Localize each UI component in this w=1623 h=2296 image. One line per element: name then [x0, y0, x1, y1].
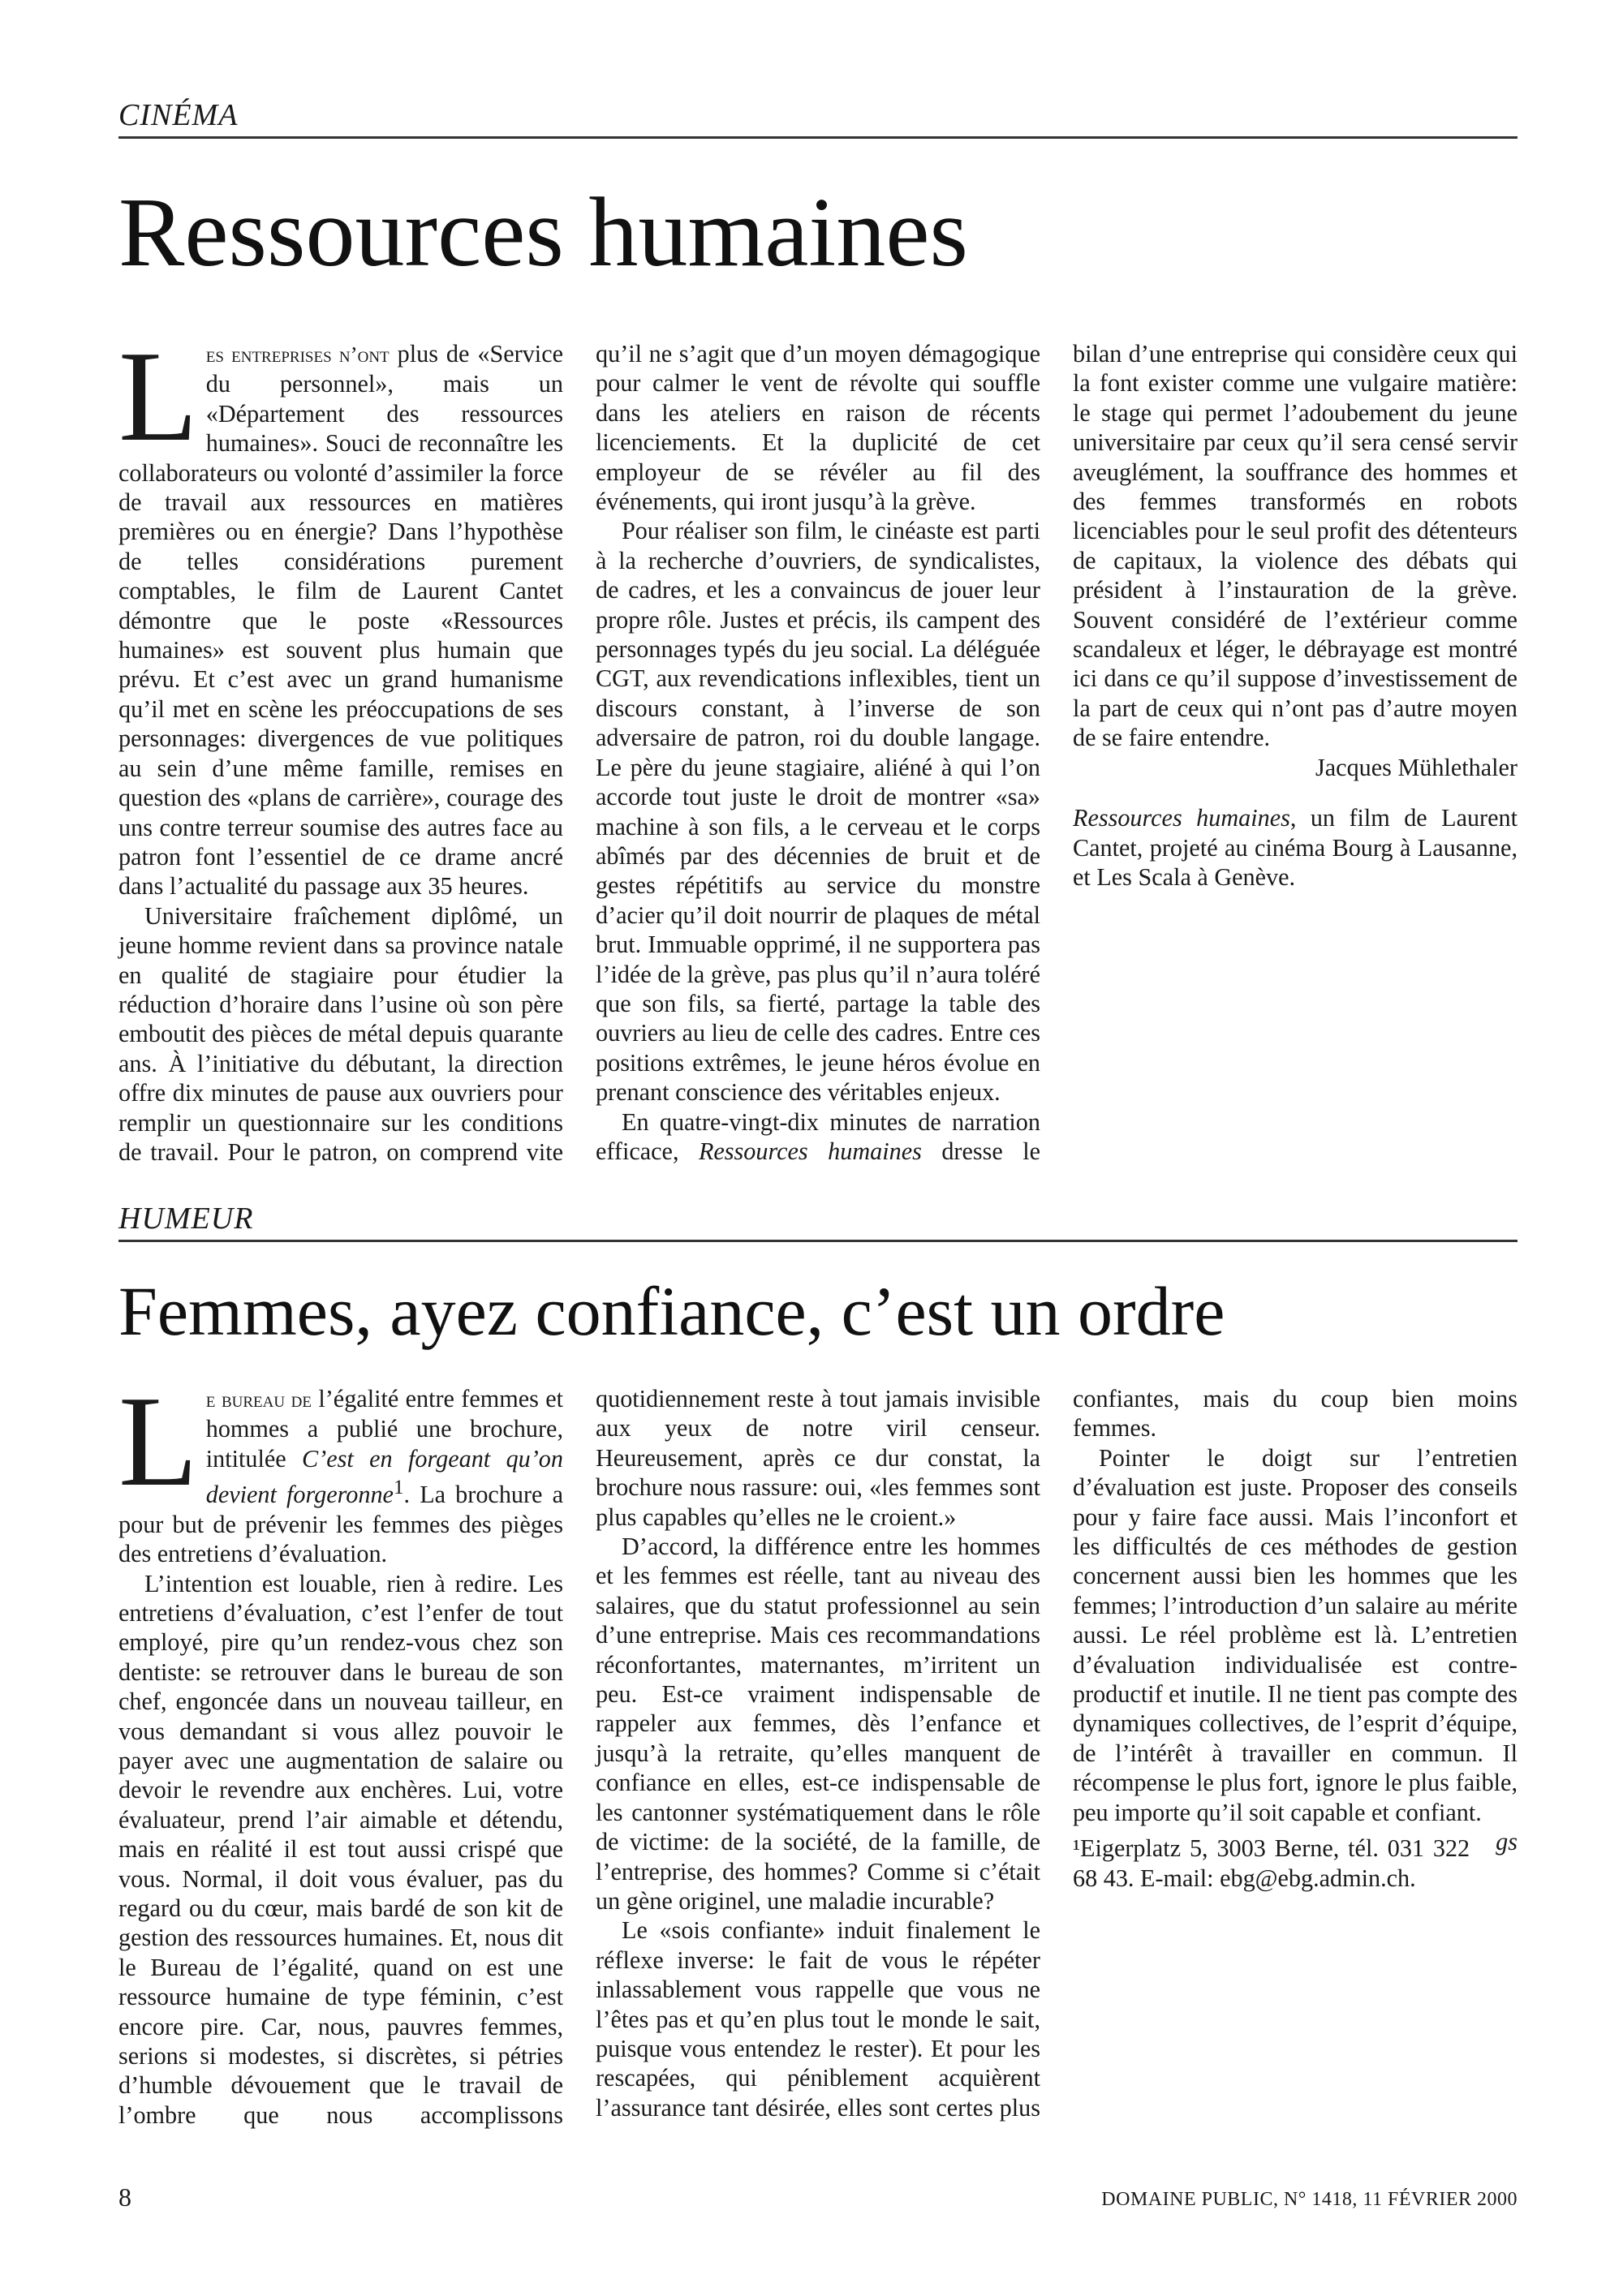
caption-text: , un film de Laurent Cantet, projeté au cinéma Bourg à Lausanne, et Les Scala à Genève. [1073, 804, 1518, 891]
paragraph: Le «sois confiante» induit finalement le réflexe inverse: le fait de vous le répéter inlassablement vous rappelle que vous ne l’êtes pas et qu’en plus tout le monde le sait, puisque vous entendez le rester). Et pour les rescapées, qui péniblement acquièrent l’assurance tant désirée, elles sont certes plus confiantes, mais du coup bien moins femmes. [596, 1385, 1518, 2122]
paragraph [118, 324, 563, 901]
article-body-humeur [118, 1369, 1518, 2139]
section-rubric-humeur: HUMEUR [118, 1201, 1518, 1242]
drop-cap: L [118, 1369, 198, 1513]
paragraph [1073, 1443, 1518, 1856]
brochure-title: C’est en forgeant qu’on devient forgeronne [205, 1444, 563, 1509]
paragraph-text: plus de «Service du personnel», mais un «Département des ressources humaines». Souci de reconnaître les collaborateurs ou volonté d’assimiler la force de travail aux ressources en matières premières ou en énergie? Dans l’hypothèse de telles considérations purement comptables, le film de Laurent Cantet démontre que le poste «Ressources humaines» est souvent plus humain que prévu. Et c’est avec un grand humanisme qu’il met en scène les préoccupations de ses personnages: divergences de vue politiques au sein d’une même famille, remises en question des «plans de carrière», courage des uns contre terreur soumise des autres face au patron font l’essentiel de ce drame ancré dans l’actualité du passage aux 35 heures. [118, 340, 563, 901]
author-signature: Jacques Mühlethaler [1315, 753, 1518, 781]
paragraph-text: Pointer le doigt sur l’entretien d’évaluation est juste. Proposer des conseils pour y faire face aussi. Mais l’inconfort et les difficultés de ces méthodes de gestion concernent aussi bien les hommes que les femmes; l’introduction d’un salaire au mérite aussi. Le réel problème est là. L’entretien d’évaluation individualisée est contre-productif et inutile. Il ne tient pas compte des dynamiques collectives, de l’esprit d’équipe, de l’intérêt à travailler en commun. Il récompense le plus fort, ignore le plus faible, peu importe qu’il soit capable et confiant. [1073, 1443, 1518, 1826]
article-title: Femmes, ayez confiance, c’est un ordre [118, 1272, 1225, 1350]
paragraph: Pour réaliser son film, le cinéaste est parti à la recherche d’ouvriers, de syndicalistes, de cadres, et les a convaincus de jouer leur propre rôle. Justes et précis, ils campent des personnages typés du jeu social. La déléguée CGT, aux revendications inflexibles, tient un discours constant, à l’inverse de son adversaire de patron, roi du double langage. Le père du jeune stagiaire, aliéné à qui l’on accorde tout juste le droit de montrer «sa» machine à son fils, a le cerveau et le corps abîmés par des décennies de bruit et de gestes répétitifs au service du monstre d’acier qu’il doit nourrir de plaques de métal brut. Immuable opprimé, il ne supportera pas l’idée de la grève, pas plus qu’il n’aura toléré que son fils, sa fierté, partage la table des ouvriers au lieu de celle des cadres. Entre ces positions extrêmes, le jeune héros évolue en prenant conscience des véritables enjeux. [596, 517, 1040, 1107]
paragraph [118, 1369, 563, 1569]
film-title: Ressources humaines [698, 1137, 922, 1165]
article-body-cinema [118, 324, 1518, 1168]
author-initials: gs [1496, 1828, 1518, 1856]
drop-cap: L [118, 324, 198, 468]
footnote-marker: 1 [393, 1477, 404, 1499]
paragraph-text: En quatre-vingt-dix minutes de narration efficace, [596, 1107, 1040, 1165]
film-caption [1073, 803, 1518, 892]
section-rubric-cinema: CINÉMA [118, 97, 1518, 139]
paragraph-text: . La brochure a pour but de prévenir les femmes des pièges des entretiens d’évaluation. [118, 1481, 563, 1568]
paragraph: Universitaire fraîchement diplômé, un jeune homme revient dans sa province natale en qualité de stagiaire pour étudier la réduction d’horaire dans l’usine où son père emboutit des pièces de métal depuis quarante ans. À l’initiative du débutant, la direction offre dix minutes de pause aux ouvriers pour remplir un questionnaire sur les conditions de travail. Pour le patron, on comprend vite qu’il ne s’agit que d’un moyen démagogique pour calmer le vent de révolte qui souffle dans les ateliers en raison de récents licenciements. Et la duplicité de cet employeur de se révéler au fil des événements, qui iront jusqu’à la grève. [118, 340, 1040, 1166]
footnote: ¹Eigerplatz 5, 3003 Berne, tél. 031 322 68 43. E-mail: ebg@ebg.admin.ch. [1073, 1834, 1470, 1892]
paragraph-text: dresse le bilan d’une entreprise qui considère ceux qui la font exister comme une vulgaire matière: le stage qui permet l’adoubement du jeune universitaire par ceux qu’il sera censé servir aveuglément, la souffrance des hommes et des femmes transformés en robots licenciables pour le seul profit des détenteurs de capitaux, la violence des débats qui président à l’instauration de la grève. Souvent considéré de l’extérieur comme scandaleux et léger, le débrayage est montré ici dans ce qu’il suppose d’investissement de la part de ceux qui n’ont pas d’autre moyen de se faire entendre. [941, 340, 1518, 1165]
page-number: 8 [118, 2182, 131, 2212]
lead-small-caps: e bureau de [205, 1387, 312, 1412]
publication-info: DOMAINE PUBLIC, N° 1418, 11 FÉVRIER 2000 [1101, 2189, 1518, 2210]
lead-small-caps: es entreprises n’ont [205, 342, 390, 367]
article-title: Ressources humaines [118, 178, 968, 287]
paragraph: L’intention est louable, rien à redire. Les entretiens d’évaluation, c’est l’enfer de tout employé, pire qu’un rendez-vous chez son dentiste: se retrouver dans le bureau de son chef, engoncée dans un nouveau tailleur, en vous demandant si vous allez pouvoir le payer avec une augmentation de salaire ou devoir le revendre aux enchères. Lui, votre évaluateur, prend l’air aimable et détendu, mais en réalité il est tout aussi crispé que vous. Normal, il doit vous évaluer, pas du regard ou du cœur, mais bardé de son kit de gestion des ressources humaines. Et, nous dit le Bureau de l’égalité, quand on est une ressource humaine de type féminin, c’est encore pire. Car, nous, pauvres femmes, serions si modestes, si discrètes, si pétries d’humble dévouement que le travail de l’ombre que nous accomplissons quotidiennement reste à tout jamais invisible aux yeux de notre viril censeur. Heureusement, après ce dur constat, la brochure nous rassure: oui, «les femmes sont plus capables qu’elles ne le croient.» [118, 1385, 1040, 2129]
paragraph: D’accord, la différence entre les hommes et les femmes est réelle, tant au niveau des salaires, que du statut professionnel au sein d’une entreprise. Mais ces recommandations réconfortantes, maternantes, m’irritent un peu. Est-ce vraiment indispensable de rappeler aux femmes, dès l’enfance et jusqu’à la retraite, qu’elles manquent de confiance en elles, est-ce indispensable de les cantonner systématiquement dans le rôle de victime: de la société, de la famille, de l’entreprise, des hommes? Comme si c’était un gène originel, une maladie incurable? [596, 1533, 1040, 1915]
paragraph-text: l’égalité entre femmes et hommes a publié une brochure, intitulée [205, 1385, 563, 1473]
film-title: Ressources humaines [1073, 804, 1290, 832]
